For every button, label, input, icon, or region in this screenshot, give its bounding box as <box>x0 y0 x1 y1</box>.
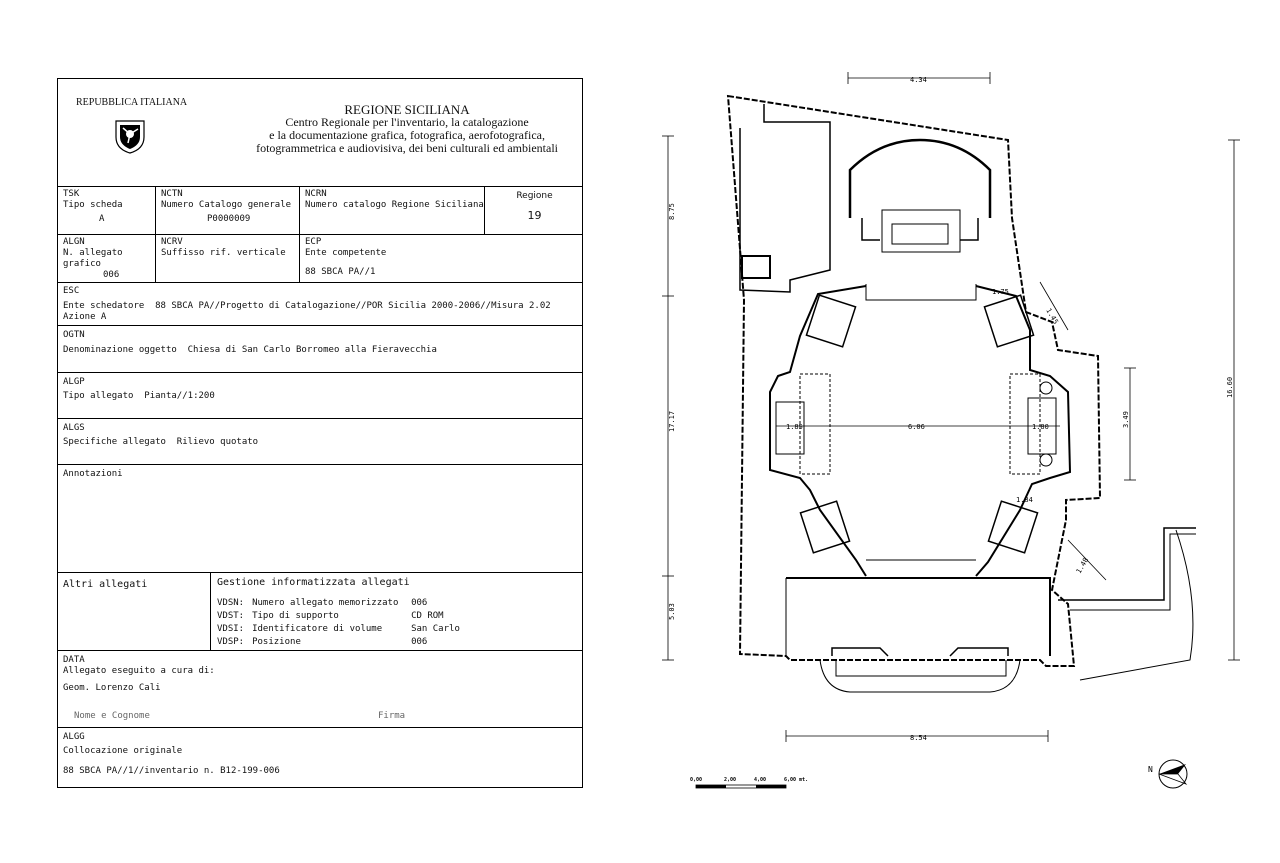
vds-row <box>217 623 461 636</box>
north-label: N <box>1148 765 1153 774</box>
algn-label-1: N. allegato <box>63 248 123 258</box>
form-header <box>58 79 582 187</box>
cell-gestione <box>211 573 584 650</box>
dim-diag-a: 1.75 <box>992 288 1009 296</box>
dim-top: 4.34 <box>910 76 927 84</box>
cell-ncrv <box>156 235 300 282</box>
algp-label: Tipo allegato <box>63 391 134 401</box>
vds-value: 006 <box>411 598 428 608</box>
cell-tsk <box>58 187 156 234</box>
annotazioni-label: Annotazioni <box>63 469 123 479</box>
row-algg <box>58 728 582 787</box>
regione-label: Regione <box>516 191 553 201</box>
vds-value: CD ROM <box>411 611 444 621</box>
floor-plan-drawing <box>640 60 1260 800</box>
algg-label: Collocazione originale <box>63 746 183 756</box>
algs-value: Rilievo quotato <box>176 437 259 447</box>
dim-diag-b: 1.45 <box>1044 307 1060 326</box>
row-allegato <box>58 235 582 283</box>
vds-code: VDSP: <box>217 637 245 647</box>
vds-code: VDSN: <box>217 598 245 608</box>
tsk-label: Tipo scheda <box>63 200 123 210</box>
vds-row <box>217 597 461 610</box>
ogtn-value: Chiesa di San Carlo Borromeo alla Fieravecchia <box>187 345 437 355</box>
nctn-label: Numero Catalogo generale <box>161 200 292 210</box>
center-line-1: Centro Regionale per l'inventario, la catalogazione <box>285 115 529 129</box>
row-algs <box>58 419 582 465</box>
algg-value: 88 SBCA PA//1//inventario n. B12-199-006 <box>63 766 280 776</box>
dim-nave-width: 6.06 <box>908 423 925 431</box>
ncrv-code: NCRV <box>161 237 183 247</box>
dim-bottom: 8.54 <box>910 734 927 742</box>
nctn-value: P0000009 <box>207 214 251 224</box>
signature-label: Firma <box>378 711 406 721</box>
center-line-3: fotogrammetrica e audiovisiva, dei beni culturali ed ambientali <box>256 141 558 155</box>
ogtn-code: OGTN <box>63 330 85 340</box>
ncrn-code: NCRN <box>305 189 327 199</box>
sicily-emblem-icon <box>114 119 146 160</box>
row-identifiers <box>58 187 582 235</box>
ecp-label: Ente competente <box>305 248 387 258</box>
dim-left-mid: 17.17 <box>668 410 676 432</box>
floor-plan <box>640 60 1260 800</box>
cell-regione <box>485 187 584 234</box>
algs-label: Specifiche allegato <box>63 437 166 447</box>
ecp-value: 88 SBCA PA//1 <box>305 267 376 277</box>
cell-ecp <box>300 235 584 282</box>
cell-algn <box>58 235 156 282</box>
name-label: Nome e Cognome <box>74 711 150 721</box>
algn-label-2: grafico <box>63 259 101 269</box>
center-line-2: e la documentazione grafica, fotografica, aerofotografica, <box>269 128 545 142</box>
vds-code: VDST: <box>217 611 245 621</box>
dim-diag-c: 1.84 <box>1016 496 1033 504</box>
row-data <box>58 651 582 728</box>
dim-left-niche: 1.85 <box>786 423 803 431</box>
scale-tick: 2,00 <box>724 777 737 783</box>
row-algp <box>58 373 582 419</box>
vds-label: Numero allegato memorizzato <box>252 598 399 608</box>
cell-nctn <box>156 187 300 234</box>
vds-label: Tipo di supporto <box>252 611 339 621</box>
region-title: REGIONE SICILIANA <box>344 102 470 117</box>
algg-code: ALGG <box>63 732 85 742</box>
esc-label: Ente schedatore <box>63 301 145 311</box>
vds-row <box>217 610 461 623</box>
vds-code: VDSI: <box>217 624 245 634</box>
data-value: Geom. Lorenzo Cali <box>63 683 161 693</box>
tsk-value: A <box>99 214 105 224</box>
vds-row <box>217 636 461 649</box>
row-annotazioni <box>58 465 582 573</box>
vds-value: 006 <box>411 637 428 647</box>
vds-label: Identificatore di volume <box>252 624 383 634</box>
region-heading <box>256 103 558 155</box>
dim-right-niche: 1.80 <box>1032 423 1049 431</box>
vds-value: San Carlo <box>411 624 460 634</box>
data-label: Allegato eseguito a cura di: <box>63 666 215 676</box>
algp-code: ALGP <box>63 377 85 387</box>
tsk-code: TSK <box>63 189 80 199</box>
vds-label: Posizione <box>252 637 301 647</box>
dim-left-bottom: 5.03 <box>668 603 676 620</box>
esc-value: 88 SBCA PA//Progetto di Catalogazione//POR Sicilia 2000-2006//Misura 2.02 <box>155 301 551 311</box>
ecp-code: ECP <box>305 237 322 247</box>
row-esc <box>58 283 582 326</box>
scale-bar <box>690 777 808 788</box>
row-altri-allegati <box>58 573 582 651</box>
scale-tick: 0,00 <box>690 777 703 783</box>
nctn-code: NCTN <box>161 189 183 199</box>
north-arrow-icon <box>1148 760 1187 788</box>
ncrn-label: Numero catalogo Regione Siciliana <box>305 200 484 210</box>
algn-code: ALGN <box>63 237 85 247</box>
cell-altri <box>58 573 211 650</box>
altri-label: Altri allegati <box>63 579 148 590</box>
ncrv-label: Suffisso rif. verticale <box>161 248 286 258</box>
algp-value: Pianta//1:200 <box>144 391 215 401</box>
scale-tick: 4,00 <box>754 777 767 783</box>
dim-diag-d: 1.48 <box>1074 556 1091 575</box>
gestione-title: Gestione informatizzata allegati <box>217 577 410 588</box>
row-ogtn <box>58 326 582 373</box>
catalog-form <box>57 78 583 788</box>
data-code: DATA <box>63 655 85 665</box>
esc-value-2: Azione A <box>63 312 107 322</box>
ogtn-label: Denominazione oggetto <box>63 345 177 355</box>
dim-right-total: 16.60 <box>1226 376 1234 398</box>
scale-tick: 6,00 mt. <box>784 777 809 783</box>
algs-code: ALGS <box>63 423 85 433</box>
esc-code: ESC <box>63 286 80 296</box>
algn-value: 006 <box>103 270 120 280</box>
dim-left-top: 8.75 <box>668 203 676 220</box>
cell-ncrn <box>300 187 485 234</box>
dim-right-mid: 3.49 <box>1122 411 1130 428</box>
vds-table <box>217 597 461 649</box>
republic-label: REPUBBLICA ITALIANA <box>76 97 188 108</box>
regione-value: 19 <box>527 209 542 222</box>
